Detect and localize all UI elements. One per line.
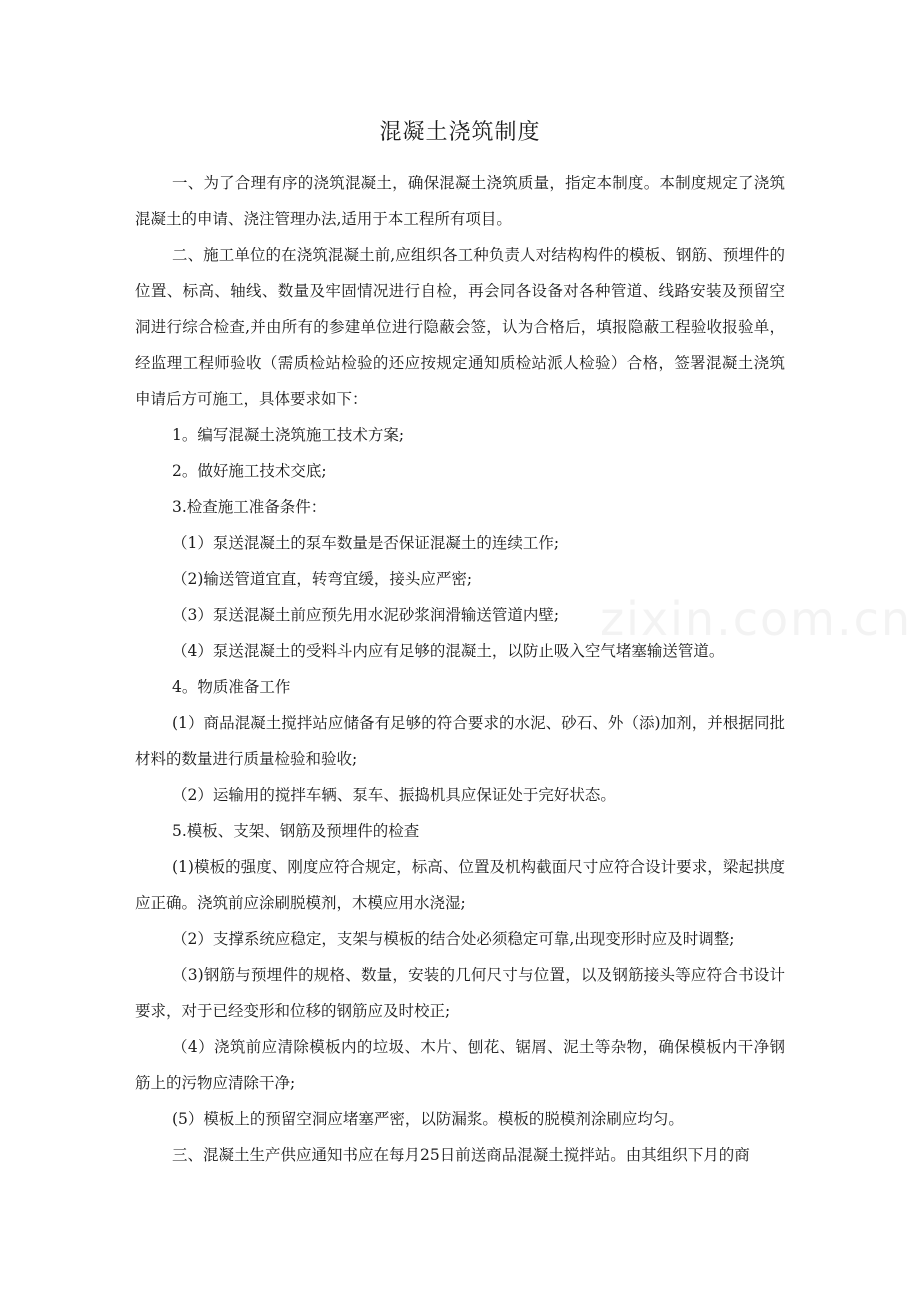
- sub-item-3-4: （4）泵送混凝土的受料斗内应有足够的混凝土，以防止吸入空气堵塞输送管道。: [172, 642, 725, 660]
- list-item-1: 1。编写混凝土浇筑施工技术方案;: [172, 426, 405, 444]
- paragraph-3: 三、混凝土生产供应通知书应在每月25日前送商品混凝土搅拌站。由其组织下月的商: [172, 1146, 750, 1164]
- sub-item-3-2: （2)输送管道宜直，转弯宜缓，接头应严密;: [172, 570, 473, 588]
- watermark: zixin.com.cn: [600, 592, 913, 646]
- list-item-2: 2。做好施工技术交底;: [172, 462, 327, 480]
- sub-item-4-1: (1）商品混凝土搅拌站应储备有足够的符合要求的水泥、砂石、外（添)加剂，并根据同批材料的数量进行质量检验和验收;: [135, 714, 785, 768]
- sub-item-4-2: （2）运输用的搅拌车辆、泵车、振捣机具应保证处于完好状态。: [172, 786, 616, 804]
- sub-item-5-4: （4）浇筑前应清除模板内的垃圾、木片、刨花、锯屑、泥土等杂物，确保模板内干净钢筋上的污物应清除干净;: [135, 1038, 785, 1092]
- sub-item-5-5: (5）模板上的预留空洞应堵塞严密，以防漏浆。模板的脱模剂涂刷应均匀。: [172, 1110, 684, 1128]
- list-item-3: 3.检查施工准备条件：: [172, 498, 327, 516]
- sub-item-5-3: （3)钢筋与预埋件的规格、数量，安装的几何尺寸与位置，以及钢筋接头等应符合书设计要求，对于已经变形和位移的钢筋应及时校正;: [135, 966, 785, 1020]
- document-body: [135, 165, 785, 1173]
- paragraph-2: 二、施工单位的在浇筑混凝土前,应组织各工种负责人对结构构件的模板、钢筋、预埋件的位置、标高、轴线、数量及牢固情况进行自检，再会同各设备对各种管道、线路安装及预留空洞进行综合检查,并由所有的参建单位进行隐蔽会签，认为合格后，填报隐蔽工程验收报验单，经监理工程师验收（需质检站检验的还应按规定通知质检站派人检验）合格，签署混凝土浇筑申请后方可施工，具体要求如下：: [135, 246, 785, 408]
- sub-item-3-3: （3）泵送混凝土前应预先用水泥砂浆润滑输送管道内壁;: [172, 606, 560, 624]
- list-item-5: 5.模板、支架、钢筋及预埋件的检查: [172, 822, 420, 840]
- sub-item-5-1: (1)模板的强度、刚度应符合规定，标高、位置及机构截面尺寸应符合设计要求，梁起拱度应正确。浇筑前应涂刷脱模剂，木模应用水浇湿;: [135, 858, 785, 912]
- page-title: 混凝土浇筑制度: [379, 120, 541, 145]
- sub-item-5-2: （2）支撑系统应稳定，支架与模板的结合处必须稳定可靠,出现变形时应及时调整;: [172, 930, 735, 948]
- sub-item-3-1: （1）泵送混凝土的泵车数量是否保证混凝土的连续工作;: [172, 534, 560, 552]
- list-item-4: 4。物质准备工作: [172, 678, 291, 696]
- paragraph-1: 一、为了合理有序的浇筑混凝土，确保混凝土浇筑质量，指定本制度。本制度规定了浇筑混凝土的申请、浇注管理办法,适用于本工程所有项目。: [135, 174, 785, 228]
